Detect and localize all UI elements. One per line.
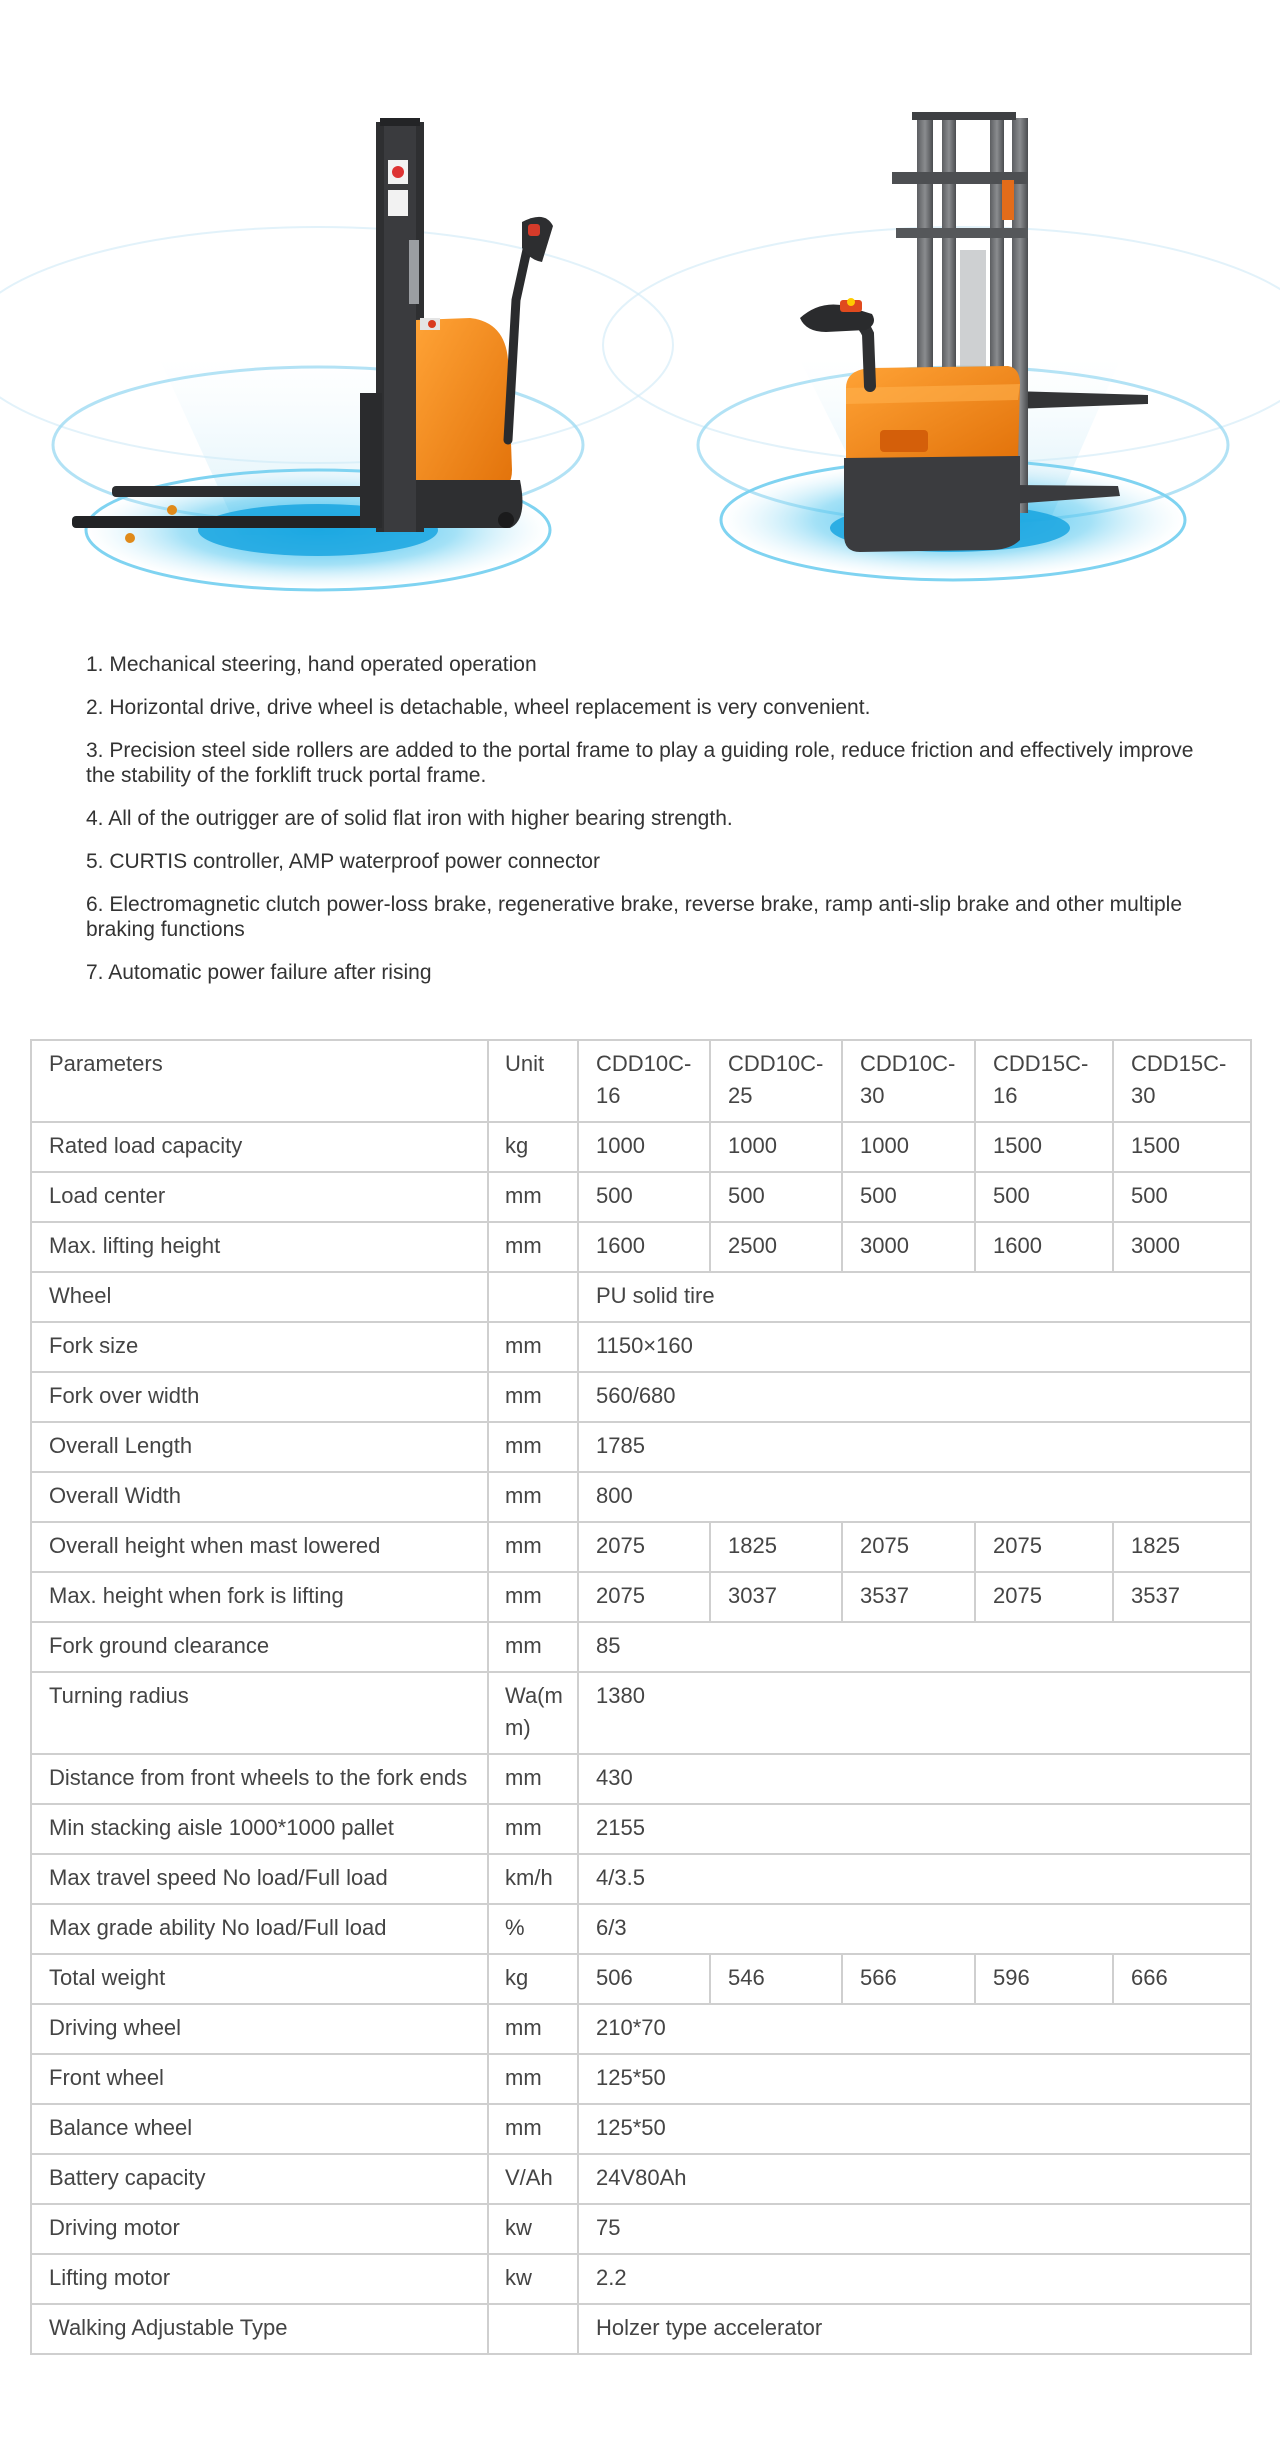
feature-item: 6. Electromagnetic clutch power-loss brake, regenerative brake, reverse brake, ramp anti-slip brake and other multiple braking functions <box>86 893 1183 941</box>
header-model: CDD10C-25 <box>710 1040 842 1122</box>
parameter-cell: Driving motor <box>31 2204 488 2254</box>
unit-cell: mm <box>488 2004 578 2054</box>
value-cell: 3000 <box>1113 1222 1251 1272</box>
value-cell: 2155 <box>578 1804 1251 1854</box>
unit-cell: Wa(mm) <box>488 1672 578 1754</box>
feature-list <box>86 652 1196 1003</box>
unit-cell: mm <box>488 1754 578 1804</box>
spec-row <box>31 1322 1251 1372</box>
parameter-cell: Fork over width <box>31 1372 488 1422</box>
spec-row <box>31 1622 1251 1672</box>
spec-row <box>31 1272 1251 1322</box>
value-cell: 1785 <box>578 1422 1251 1472</box>
spec-row <box>31 2304 1251 2354</box>
feature-item: 2. Horizontal drive, drive wheel is detachable, wheel replacement is very convenient. <box>86 696 871 719</box>
spec-row <box>31 1672 1251 1754</box>
spec-row <box>31 1372 1251 1422</box>
value-cell: 566 <box>842 1954 975 2004</box>
value-cell: 1380 <box>578 1672 1251 1754</box>
value-cell: 2075 <box>578 1572 710 1622</box>
value-cell: 1825 <box>1113 1522 1251 1572</box>
spec-row <box>31 1754 1251 1804</box>
unit-cell: mm <box>488 2104 578 2154</box>
value-cell: 546 <box>710 1954 842 2004</box>
value-cell: PU solid tire <box>578 1272 1251 1322</box>
parameter-cell: Lifting motor <box>31 2254 488 2304</box>
header-model: CDD15C-30 <box>1113 1040 1251 1122</box>
unit-cell: mm <box>488 1804 578 1854</box>
spec-row <box>31 2104 1251 2154</box>
unit-cell: mm <box>488 1372 578 1422</box>
parameter-cell: Max. height when fork is lifting <box>31 1572 488 1622</box>
unit-cell: mm <box>488 1522 578 1572</box>
value-cell: 2500 <box>710 1222 842 1272</box>
value-cell: 1600 <box>578 1222 710 1272</box>
unit-cell: kg <box>488 1122 578 1172</box>
spec-row <box>31 1222 1251 1272</box>
unit-cell: kg <box>488 1954 578 2004</box>
parameter-cell: Overall height when mast lowered <box>31 1522 488 1572</box>
value-cell: 500 <box>975 1172 1113 1222</box>
spec-table-container <box>30 1039 1250 2355</box>
value-cell: 125*50 <box>578 2054 1251 2104</box>
value-cell: 596 <box>975 1954 1113 2004</box>
feature-item: 1. Mechanical steering, hand operated operation <box>86 653 537 676</box>
value-cell: 666 <box>1113 1954 1251 2004</box>
unit-cell: mm <box>488 1572 578 1622</box>
spec-table <box>30 1039 1252 2355</box>
unit-cell: kw <box>488 2204 578 2254</box>
spec-row <box>31 1122 1251 1172</box>
value-cell: 1150×160 <box>578 1322 1251 1372</box>
unit-cell: mm <box>488 1622 578 1672</box>
value-cell: 500 <box>578 1172 710 1222</box>
value-cell: 3537 <box>1113 1572 1251 1622</box>
spec-row <box>31 2204 1251 2254</box>
unit-cell: V/Ah <box>488 2154 578 2204</box>
value-cell: 1600 <box>975 1222 1113 1272</box>
value-cell: 2075 <box>842 1522 975 1572</box>
header-model: CDD10C-30 <box>842 1040 975 1122</box>
parameter-cell: Total weight <box>31 1954 488 2004</box>
value-cell: 500 <box>1113 1172 1251 1222</box>
value-cell: Holzer type accelerator <box>578 2304 1251 2354</box>
spec-row <box>31 1804 1251 1854</box>
unit-cell: mm <box>488 1172 578 1222</box>
value-cell: 430 <box>578 1754 1251 1804</box>
spec-row <box>31 1904 1251 1954</box>
value-cell: 2075 <box>975 1572 1113 1622</box>
parameter-cell: Max grade ability No load/Full load <box>31 1904 488 1954</box>
unit-cell: km/h <box>488 1854 578 1904</box>
unit-cell: kw <box>488 2254 578 2304</box>
unit-cell: % <box>488 1904 578 1954</box>
unit-cell <box>488 2304 578 2354</box>
parameter-cell: Wheel <box>31 1272 488 1322</box>
value-cell: 2075 <box>975 1522 1113 1572</box>
spec-row <box>31 1522 1251 1572</box>
value-cell: 1825 <box>710 1522 842 1572</box>
spec-row <box>31 1472 1251 1522</box>
stacker-illustration <box>0 0 1280 620</box>
header-unit: Unit <box>488 1040 578 1122</box>
parameter-cell: Load center <box>31 1172 488 1222</box>
spec-row <box>31 1854 1251 1904</box>
feature-item: 5. CURTIS controller, AMP waterproof power connector <box>86 850 600 873</box>
feature-item: 3. Precision steel side rollers are added to the portal frame to play a guiding role, reduce friction and effectively improve the stability of the forklift truck portal frame. <box>86 739 1194 787</box>
spec-row <box>31 2054 1251 2104</box>
parameter-cell: Overall Length <box>31 1422 488 1472</box>
unit-cell <box>488 1272 578 1322</box>
parameter-cell: Overall Width <box>31 1472 488 1522</box>
value-cell: 500 <box>842 1172 975 1222</box>
value-cell: 506 <box>578 1954 710 2004</box>
value-cell: 75 <box>578 2204 1251 2254</box>
unit-cell: mm <box>488 1222 578 1272</box>
value-cell: 800 <box>578 1472 1251 1522</box>
header-model: CDD10C-16 <box>578 1040 710 1122</box>
spec-header-row <box>31 1040 1251 1122</box>
parameter-cell: Max travel speed No load/Full load <box>31 1854 488 1904</box>
value-cell: 2.2 <box>578 2254 1251 2304</box>
parameter-cell: Walking Adjustable Type <box>31 2304 488 2354</box>
parameter-cell: Balance wheel <box>31 2104 488 2154</box>
parameter-cell: Front wheel <box>31 2054 488 2104</box>
spec-row <box>31 1422 1251 1472</box>
value-cell: 24V80Ah <box>578 2154 1251 2204</box>
parameter-cell: Max. lifting height <box>31 1222 488 1272</box>
parameter-cell: Distance from front wheels to the fork ends <box>31 1754 488 1804</box>
value-cell: 210*70 <box>578 2004 1251 2054</box>
unit-cell: mm <box>488 1422 578 1472</box>
product-hero <box>0 0 1280 620</box>
feature-item: 7. Automatic power failure after rising <box>86 961 432 984</box>
spec-row <box>31 2154 1251 2204</box>
value-cell: 1000 <box>710 1122 842 1172</box>
header-model: CDD15C-16 <box>975 1040 1113 1122</box>
value-cell: 1500 <box>1113 1122 1251 1172</box>
parameter-cell: Fork size <box>31 1322 488 1372</box>
value-cell: 125*50 <box>578 2104 1251 2154</box>
value-cell: 1000 <box>842 1122 975 1172</box>
unit-cell: mm <box>488 1472 578 1522</box>
parameter-cell: Battery capacity <box>31 2154 488 2204</box>
parameter-cell: Min stacking aisle 1000*1000 pallet <box>31 1804 488 1854</box>
value-cell: 1000 <box>578 1122 710 1172</box>
parameter-cell: Turning radius <box>31 1672 488 1754</box>
halo-left <box>0 227 673 590</box>
spec-row <box>31 2004 1251 2054</box>
value-cell: 4/3.5 <box>578 1854 1251 1904</box>
value-cell: 2075 <box>578 1522 710 1572</box>
value-cell: 1500 <box>975 1122 1113 1172</box>
feature-item: 4. All of the outrigger are of solid flat iron with higher bearing strength. <box>86 807 733 830</box>
value-cell: 3037 <box>710 1572 842 1622</box>
stacker-three-quarter-view <box>800 112 1148 552</box>
spec-row <box>31 1572 1251 1622</box>
spec-row <box>31 1954 1251 2004</box>
spec-row <box>31 2254 1251 2304</box>
unit-cell: mm <box>488 1322 578 1372</box>
value-cell: 85 <box>578 1622 1251 1672</box>
value-cell: 3537 <box>842 1572 975 1622</box>
parameter-cell: Driving wheel <box>31 2004 488 2054</box>
header-parameter: Parameters <box>31 1040 488 1122</box>
parameter-cell: Fork ground clearance <box>31 1622 488 1672</box>
value-cell: 6/3 <box>578 1904 1251 1954</box>
spec-row <box>31 1172 1251 1222</box>
value-cell: 560/680 <box>578 1372 1251 1422</box>
value-cell: 3000 <box>842 1222 975 1272</box>
parameter-cell: Rated load capacity <box>31 1122 488 1172</box>
unit-cell: mm <box>488 2054 578 2104</box>
value-cell: 500 <box>710 1172 842 1222</box>
